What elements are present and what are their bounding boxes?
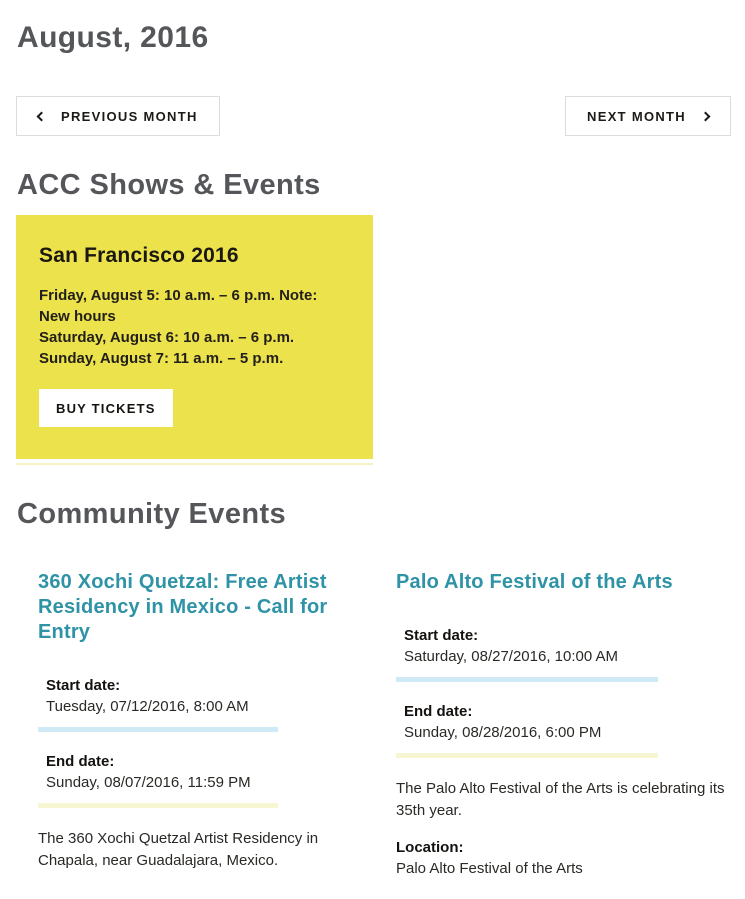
next-month-button[interactable] (565, 96, 731, 136)
start-date-label: Start date: (46, 677, 121, 694)
start-date-divider (396, 677, 658, 682)
end-date-label: End date: (404, 703, 473, 720)
end-date-label: End date: (46, 753, 115, 770)
location-value: Palo Alto Festival of the Arts (396, 860, 583, 877)
chevron-right-icon (701, 111, 711, 121)
start-date-divider (38, 727, 278, 732)
acc-event-schedule-line: Sunday, August 7: 11 a.m. – 5 p.m. (39, 350, 284, 367)
event-title-link[interactable]: Palo Alto Festival of the Arts (396, 571, 673, 593)
acc-event-schedule-line: Saturday, August 6: 10 a.m. – 6 p.m. (39, 329, 295, 346)
end-date-value: Sunday, 08/07/2016, 11:59 PM (46, 774, 251, 791)
start-date-value: Tuesday, 07/12/2016, 8:00 AM (46, 698, 249, 715)
community-section-heading: Community Events (17, 498, 287, 530)
acc-event-card (16, 215, 373, 459)
event-description: The 360 Xochi Quetzal Artist Residency in Chapala, near Guadalajara, Mexico. (38, 830, 319, 869)
events-page (0, 21, 745, 899)
location-block (396, 837, 726, 880)
start-date-label: Start date: (404, 627, 479, 644)
start-date-block (396, 625, 726, 668)
end-date-value: Sunday, 08/28/2016, 6:00 PM (404, 724, 602, 741)
community-events-list (38, 570, 731, 880)
event-title-link[interactable]: 360 Xochi Quetzal: Free Artist Residency in Mexico - Call for Entry (38, 571, 328, 643)
next-month-label: NEXT MONTH (587, 108, 686, 124)
acc-event-title: San Francisco 2016 (39, 244, 239, 267)
buy-tickets-button[interactable]: BUY TICKETS (39, 389, 173, 427)
page-title: August, 2016 (17, 21, 209, 54)
end-date-block (38, 751, 334, 794)
end-date-block (396, 701, 726, 744)
chevron-left-icon (37, 111, 47, 121)
location-label: Location: (396, 839, 464, 856)
previous-month-label: PREVIOUS MONTH (61, 108, 198, 124)
community-event-card (396, 570, 726, 880)
community-event-card (38, 570, 334, 880)
acc-event-schedule-line: Friday, August 5: 10 a.m. – 6 p.m. Note: New hours (39, 287, 318, 325)
acc-section-heading: ACC Shows & Events (17, 169, 321, 201)
month-navigation (16, 96, 731, 136)
end-date-divider (38, 803, 278, 808)
event-description: The Palo Alto Festival of the Arts is celebrating its 35th year. (396, 780, 725, 819)
acc-card-bottom-accent (16, 463, 373, 465)
previous-month-button[interactable] (16, 96, 220, 136)
start-date-value: Saturday, 08/27/2016, 10:00 AM (404, 648, 619, 665)
end-date-divider (396, 753, 658, 758)
start-date-block (38, 675, 334, 718)
